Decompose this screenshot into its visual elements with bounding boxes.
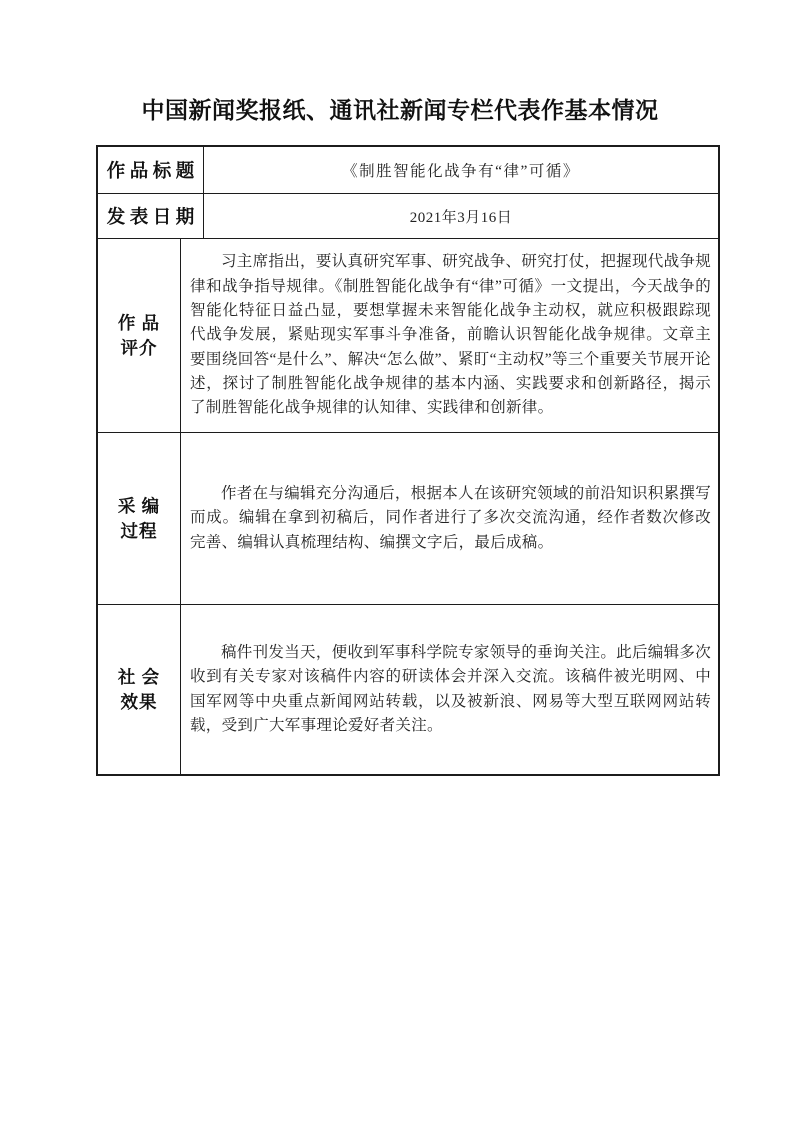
table-row-work-review xyxy=(98,239,718,433)
table-row-editing-process xyxy=(98,433,718,605)
editing-process-label-cell xyxy=(98,433,181,604)
work-title-value: 《制胜智能化战争有“律”可循》 xyxy=(342,163,580,180)
publish-date-value-cell xyxy=(204,194,718,238)
work-title-label: 作品标题 xyxy=(106,162,199,182)
table-row-social-effect xyxy=(98,605,718,774)
work-title-label-cell xyxy=(98,147,204,193)
work-review-label-cell xyxy=(98,239,181,432)
work-review-paragraph: 习主席指出，要认真研究军事、研究战争、研究打仗，把握现代战争规律和战争指导规律。《制胜智能化战争有“律”可循》一文提出，今天战争的智能化特征日益凸显，要想掌握未来智能化战争主动权，就应积极跟踪现代战争发展，紧贴现实军事斗争准备，前瞻认识智能化战争规律。文章主要围绕回答“是什么”、解决“怎么做”、紧盯“主动权”等三个重要关节展开论述，探讨了制胜智能化战争规律的基本内涵、实践要求和创新路径，揭示了制胜智能化战争规律的认知律、实践律和创新律。 xyxy=(190,253,711,417)
work-review-label-line1: 作 品 xyxy=(117,312,161,333)
publish-date-label: 发表日期 xyxy=(106,208,199,228)
social-effect-value-cell xyxy=(181,605,718,774)
social-effect-label-line1: 社 会 xyxy=(117,666,161,687)
table-row-work-title xyxy=(98,147,718,194)
social-effect-label-line2: 效果 xyxy=(120,691,158,712)
editing-process-label-line1: 采 编 xyxy=(117,495,161,516)
social-effect-label-cell xyxy=(98,605,181,774)
info-table xyxy=(96,145,720,776)
editing-process-label-line2: 过程 xyxy=(120,520,158,541)
publish-date-value: 2021年3月16日 xyxy=(409,209,513,226)
publish-date-label-cell xyxy=(98,194,204,238)
table-row-publish-date xyxy=(98,194,718,239)
editing-process-value-cell xyxy=(181,433,718,604)
editing-process-paragraph: 作者在与编辑充分沟通后，根据本人在该研究领域的前沿知识积累撰写而成。编辑在拿到初稿后，同作者进行了多次交流沟通，经作者数次修改完善、编辑认真梳理结构、编撰文字后，最后成稿。 xyxy=(190,485,711,551)
work-review-value-cell xyxy=(181,239,718,432)
work-review-label-line2: 评介 xyxy=(120,337,158,358)
work-title-value-cell xyxy=(204,147,718,193)
document-title: 中国新闻奖报纸、通讯社新闻专栏代表作基本情况 xyxy=(141,98,659,123)
social-effect-paragraph: 稿件刊发当天，便收到军事科学院专家领导的垂询关注。此后编辑多次收到有关专家对该稿件内容的研读体会并深入交流。该稿件被光明网、中国军网等中央重点新闻网站转载，以及被新浪、网易等大型互联网网站转载，受到广大军事理论爱好者关注。 xyxy=(190,643,711,734)
